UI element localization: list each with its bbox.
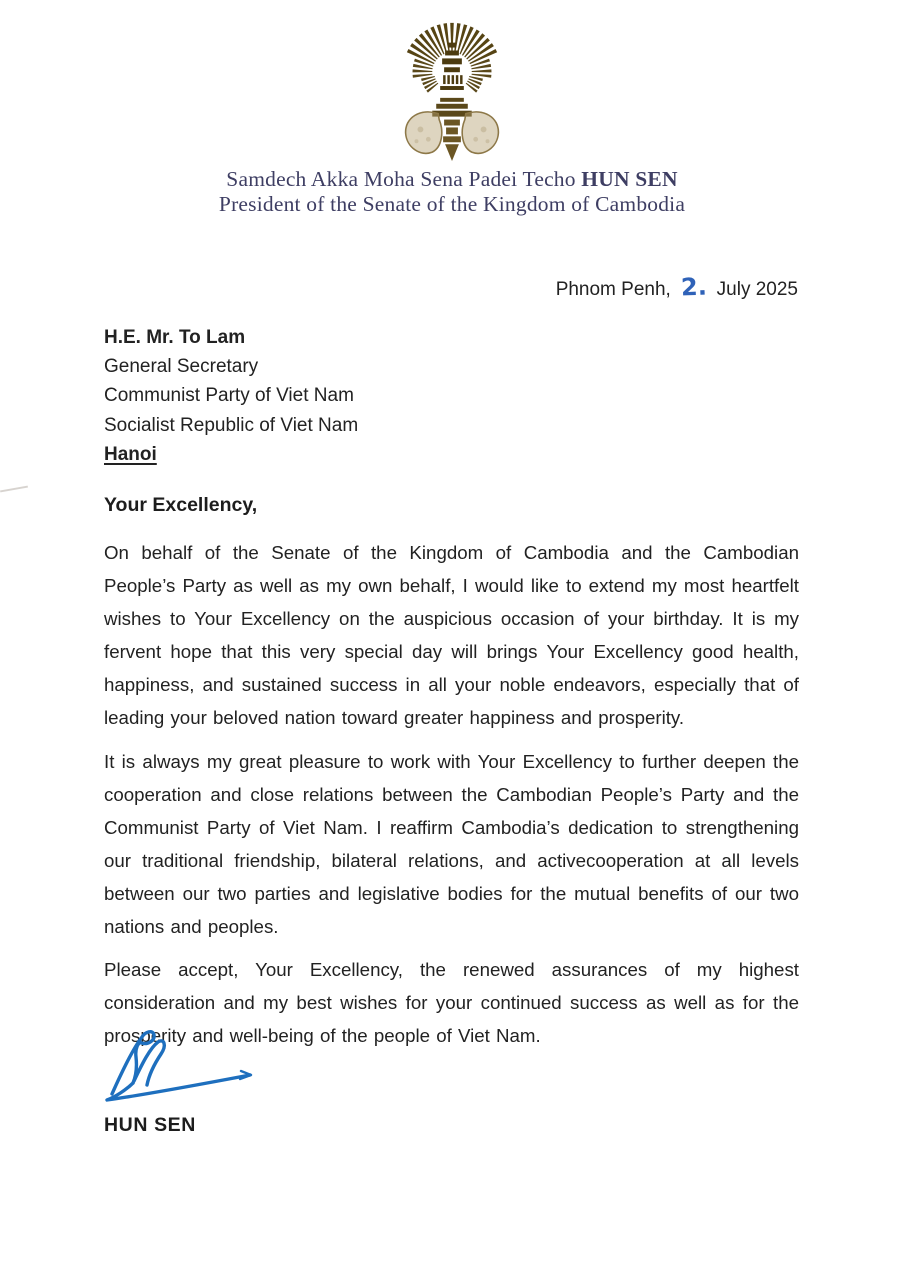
recipient-title: General Secretary: [104, 356, 259, 378]
letterhead-title-name: HUN SEN: [581, 167, 678, 191]
signature-block: [98, 1026, 276, 1106]
recipient-party: Communist Party of Viet Nam: [104, 385, 354, 407]
recipient-name: H.E. Mr. To Lam: [104, 327, 246, 348]
dateline-month-year: July 2025: [716, 279, 798, 300]
royal-emblem-of-cambodia-icon: [397, 15, 507, 161]
salutation: Your Excellency,: [104, 494, 258, 516]
recipient-address-block: [104, 323, 358, 469]
recipient-country: Socialist Republic of Viet Nam: [104, 414, 359, 436]
dateline-place: Phnom Penh,: [555, 279, 671, 300]
letterhead: [0, 15, 904, 217]
handwritten-signature-icon: [98, 1026, 276, 1106]
handwritten-day: 2.: [680, 272, 708, 302]
letterhead-title-honorific: Samdech Akka Moha Sena Padei Techo: [226, 167, 576, 191]
letterhead-title-line: [0, 167, 904, 192]
signed-name: HUN SEN: [104, 1114, 196, 1136]
letterhead-subtitle: President of the Senate of the Kingdom of Cambodia: [218, 192, 686, 216]
dateline: [555, 272, 798, 302]
scan-artifact-line: [0, 486, 28, 493]
paragraph-3: Please accept, Your Excellency, the renewed assurances of my highest consideration and my best wishes for your continued success as well as for the prosperity and well-being of the people of Viet Nam.: [104, 959, 799, 1047]
paragraph-2: It is always my great pleasure to work with Your Excellency to further deepen the cooperation and close relations between the Cambodian People’s Party and the Communist Party of Viet Nam. I reaffirm Cambodia’s dedication to strengthening our traditional friendship, bilateral relations, and activecooperation at all levels between our two parties and legislative bodies for the mutual benefits of our two nations and peoples.: [104, 750, 799, 938]
emblem-spire: [443, 120, 461, 161]
recipient-city: Hanoi: [104, 443, 157, 465]
letter-body: [104, 489, 799, 1062]
paragraph-1: On behalf of the Senate of the Kingdom of Cambodia and the Cambodian People’s Party as well as my own behalf, I would like to extend my most heartfelt wishes to Your Excellency on the auspicious occasion of your birthday. It is my fervent hope that this very special day will brings Your Excellency good health, happiness, and sustained success in all your noble endeavors, especially that of leading your beloved nation toward greater happiness and prosperity.: [104, 542, 799, 729]
